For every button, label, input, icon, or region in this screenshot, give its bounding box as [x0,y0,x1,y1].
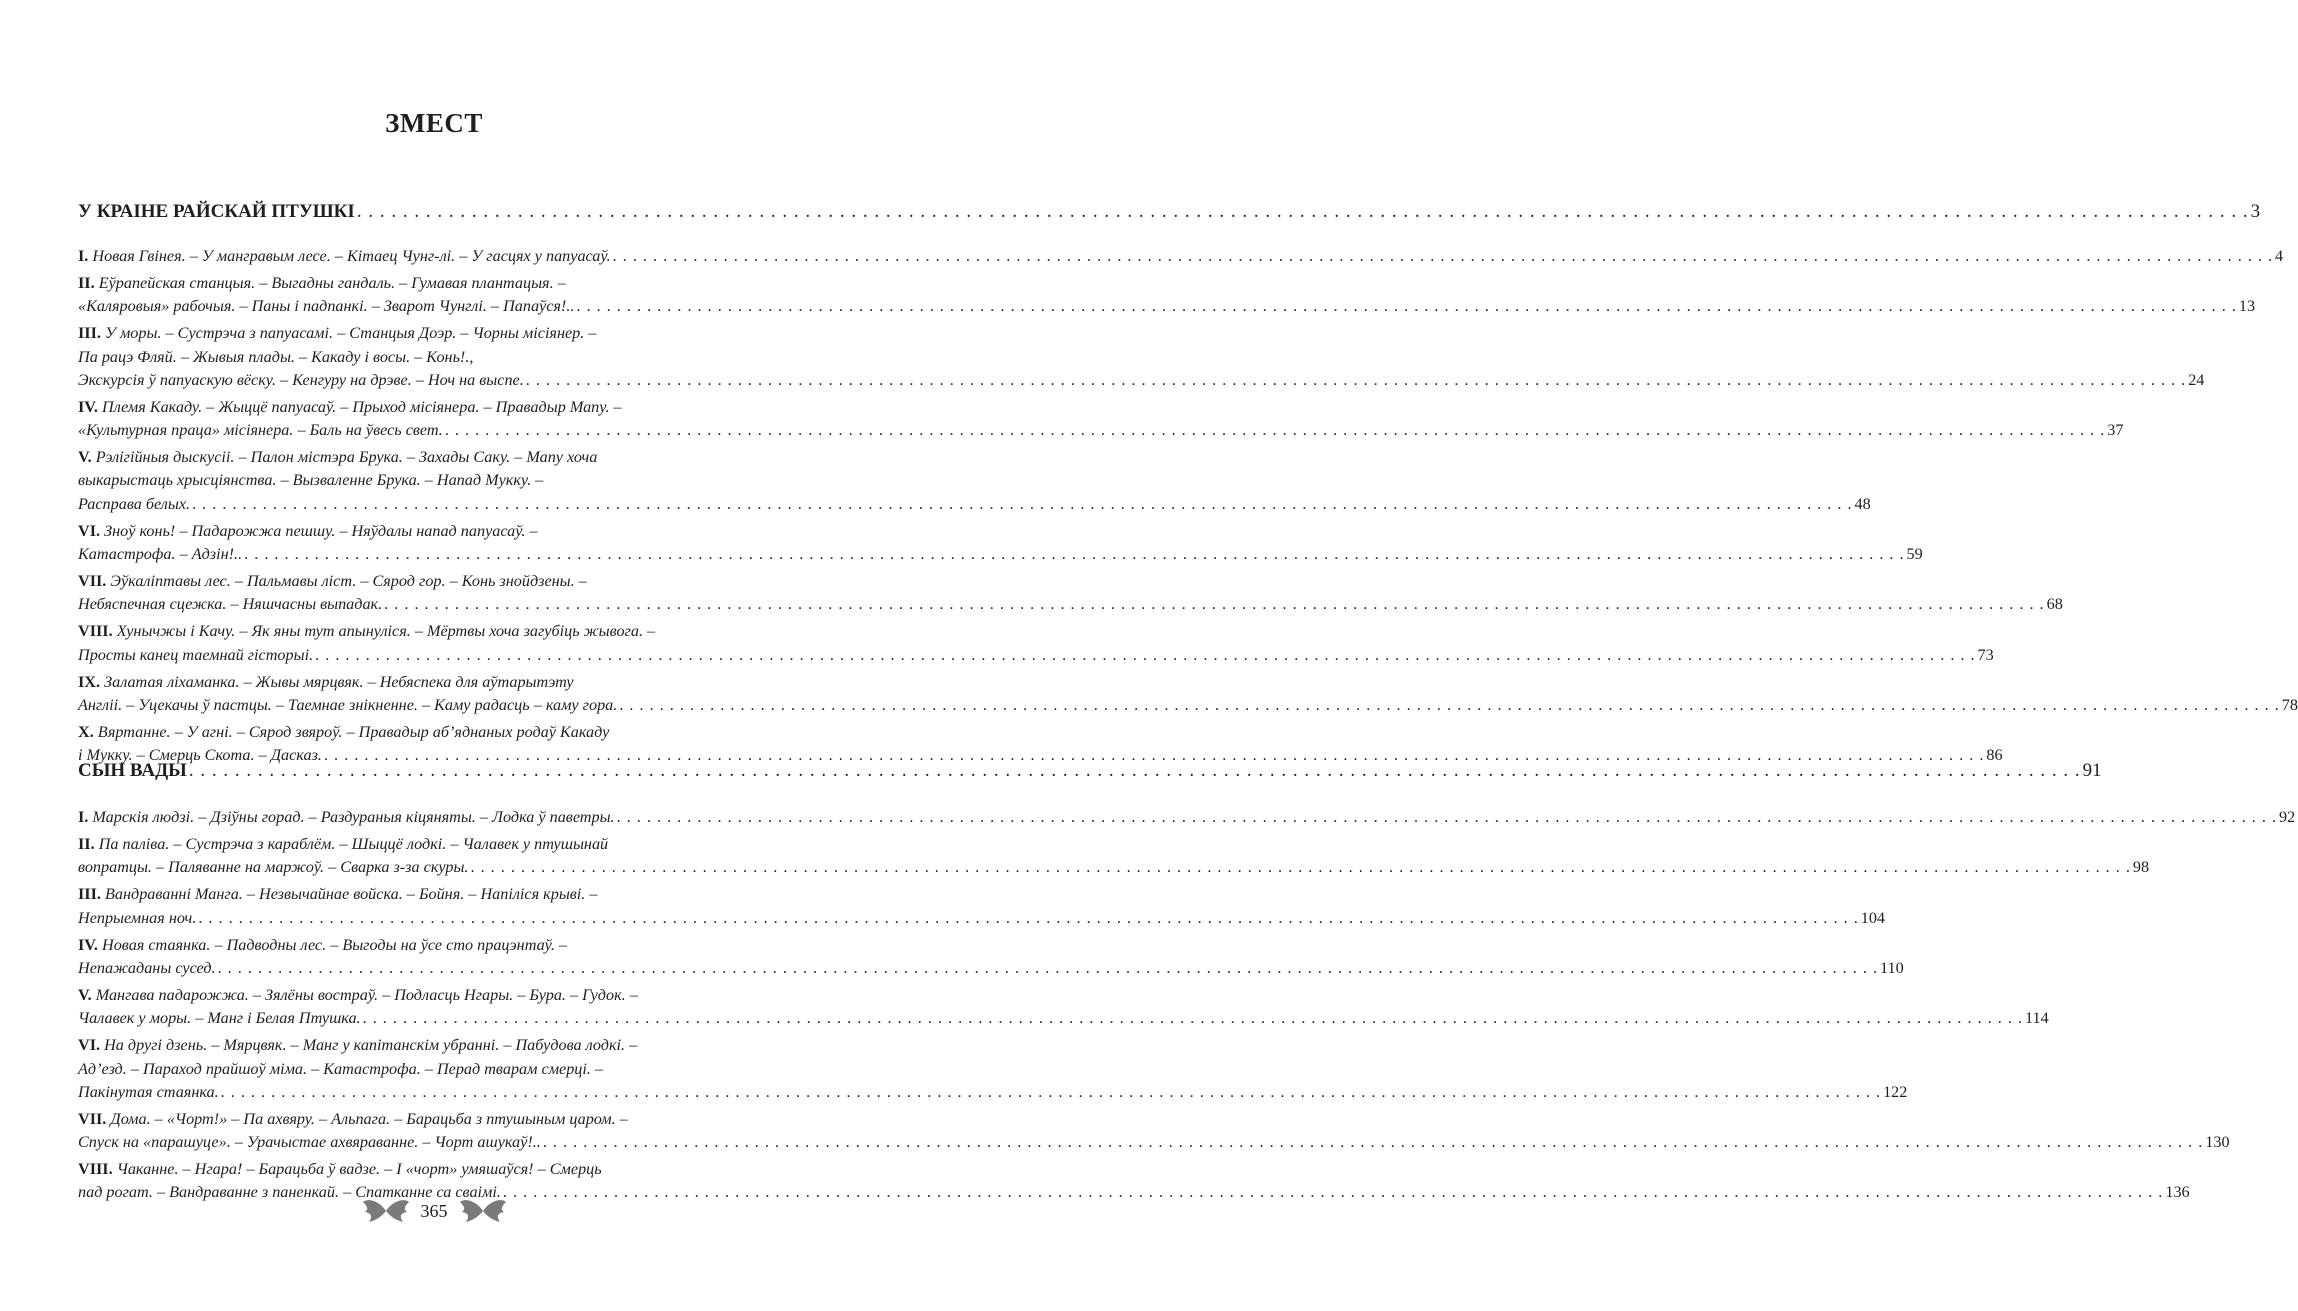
chapter-line [78,245,2284,268]
section-title: У КРАІНЕ РАЙСКАЙ ПТУШКІ [78,201,355,222]
chapter-page-number: 136 [2165,1183,2190,1202]
chapter-page-number: 78 [2281,695,2298,714]
chapter-text: Па рацэ Фляй. – Жывыя плады. – Какаду і восы. – Конь!., [78,347,474,366]
chapter-line [78,1081,1908,1104]
chapter-text: Расправа белых. [78,494,191,513]
chapter-line [78,593,2063,616]
chapter-line [78,671,771,694]
chapter-line [78,272,771,295]
chapter-text: Дома. – «Чорт!» – Па ахвяру. – Альпага. – Барацьба з птушыным царом. – [110,1109,628,1128]
chapter-page-number: 68 [2046,595,2063,614]
chapter-text: Катастрофа. – Адзін!.. [78,544,243,563]
dot-leader [613,245,2273,268]
chapter-line [78,469,771,492]
dot-leader [617,806,2277,829]
moth-ornament-icon [361,1198,411,1224]
chapter-number: V. [78,986,92,1004]
chapter-number: IX. [78,672,101,691]
chapter-text: «Каляровыя» рабочыя. – Паны і падпанкі. – Зварот Чунглі. – Папаўся!.. [78,297,575,316]
chapter-text: пад рогат. – Вандраванне з паненкай. – Спатканне са сваімі. [78,1183,501,1202]
chapter-line [78,721,771,744]
chapter-number: VI. [78,521,101,540]
chapter-line [78,419,2124,442]
chapter-text: «Культурная праца» місіянера. – Баль на ўвесь свет. [78,421,443,440]
chapter-line [78,1007,2049,1030]
chapter-text: Непрыемная ноч. [78,908,197,927]
chapter-line [78,1131,2230,1154]
dot-leader [189,759,2081,782]
chapter-text: На другі дзень. – Мярцвяк. – Манг у капітанскім убранні. – Пабудова лодкі. – [104,1036,638,1055]
chapter-number: I. [78,808,89,826]
chapter-page-number: 13 [2238,297,2256,316]
chapter-line [78,883,771,906]
chapter-number: I. [78,247,89,265]
chapter-line [78,907,1886,930]
chapter-page-number: 110 [1880,958,1904,977]
chapter-text: Англіі. – Уцекачы ў пастцы. – Таемнае знікненне. – Каму радасць – каму гора. [78,695,618,714]
chapter-number: II. [78,274,95,293]
chapter-line [78,570,771,593]
chapter-page-number: 59 [1906,544,1923,563]
chapter-page-number: 4 [2275,247,2284,265]
chapter-page-number: 98 [2132,858,2150,877]
chapter-number: III. [78,885,101,904]
chapter-line [78,1058,771,1081]
page-title: ЗМЕСТ [385,108,483,138]
chapter-line [78,520,771,543]
moth-ornament-icon [458,1198,508,1224]
chapter-line [78,1034,771,1057]
chapter-number: IV. [78,935,98,954]
chapter-text: Просты канец таемнай гісторыі. [78,645,314,664]
chapter-page-number: 114 [2025,1009,2049,1028]
dot-leader [357,200,2249,223]
chapter-number: VI. [78,1036,101,1055]
chapter-number: VII. [78,1109,107,1128]
chapter-page-number: 48 [1854,494,1871,513]
dot-leader [543,1131,2203,1154]
chapter-page-number: 130 [2205,1133,2230,1151]
dot-leader [526,369,2186,392]
chapter-text: Хунычжы і Качу. – Як яны тут апынуліся. – Мёртвы хоча загубіць жывога. – [116,622,656,641]
section-page-number: 3 [2250,201,2261,222]
chapter-number: VIII. [78,1160,113,1179]
chapter-text: Па паліва. – Сустрэча з караблём. – Шыццё лодкі. – Чалавек у птушынай [98,835,609,854]
page-footer [0,1198,868,1224]
chapter-text: Чаканне. – Нгара! – Барацьба ў вадзе. – І «чорт» умяшаўся! – Смерць [116,1160,602,1179]
chapter-number: X. [78,722,94,741]
chapter-number: IV. [78,397,98,416]
dot-leader [576,295,2236,318]
chapter-text: Мангава падарожжа. – Зялёны востраў. – Подласць Нгары. – Бура. – Гудок. – [95,986,638,1004]
chapter-line [78,369,2205,392]
chapter-line [78,806,2296,829]
chapter-text: Еўрапейская станцыя. – Выгадны гандаль. – Гумавая плантацыя. – [98,274,566,293]
chapter-text: Новая Гвінея. – У мангравым лесе. – Кітаец Чунг-лі. – У гасцях у папуасаў. [92,247,611,265]
dot-leader [315,644,1975,667]
dot-leader [384,593,2044,616]
chapter-number: V. [78,448,92,467]
chapter-line [78,346,771,369]
chapter-line [78,295,2256,318]
chapter-line [78,833,771,856]
chapter-text: вопратцы. – Паляванне на маржоў. – Сварка з-за скуры. [78,858,469,877]
chapter-text: выкарыстаць хрысціянства. – Вызваленне Брука. – Напад Мукку. – [78,471,544,490]
dot-leader [221,1081,1881,1104]
chapter-text: Чалавек у моры. – Манг і Белая Птушка. [78,1009,361,1028]
chapter-text: Рэлігійныя дыскусіі. – Палон містэра Брука. – Захады Саку. – Мапу хоча [95,448,598,467]
chapter-text: Непажаданы сусед. [78,958,216,977]
chapter-text: Вяртанне. – У агні. – Сярод звяроў. – Правадыр аб’яднаных родаў Какаду [97,722,610,741]
dot-leader [244,543,1904,566]
chapter-text: Зноў конь! – Падарожжа пешшу. – Няўдалы напад папуасаў. – [104,521,538,540]
section-page-number: 91 [2082,760,2102,781]
section-heading [78,759,2102,782]
chapter-text: Марскія людзі. – Дзіўны горад. – Раздураныя кіцяняты. – Лодка ў паветры. [92,808,615,826]
chapter-text: Эўкаліптавы лес. – Пальмавы ліст. – Сярод гор. – Конь знойдзены. – [110,572,587,590]
page-number: 365 [420,1200,448,1221]
chapter-number: II. [78,835,95,854]
chapter-line [78,984,771,1007]
section-title: СЫН ВАДЫ [78,760,187,781]
chapter-text: Вандраванні Манга. – Незвычайнае войска. – Бойня. – Напіліся крыві. – [105,885,598,904]
chapter-line [78,856,2150,879]
chapter-page-number: 104 [1860,908,1886,927]
dot-leader [619,694,2279,717]
chapter-page-number: 86 [1986,746,2003,765]
chapter-line [78,1158,771,1181]
chapter-line [78,694,2298,717]
chapter-page-number: 122 [1883,1082,1908,1101]
chapter-number: VII. [78,572,107,590]
chapter-number: III. [78,324,101,343]
chapter-text: Залатая ліхаманка. – Жывы мярцвяк. – Небяспека для аўтарытэту [104,672,574,691]
chapter-text: Новая стаянка. – Падводны лес. – Выгоды на ўсе сто працэнтаў. – [102,935,568,954]
chapter-text: і Мукку. – Смерць Скота. – Дасказ. [78,746,322,765]
chapter-line [78,644,1994,667]
dot-leader [445,419,2105,442]
dot-leader [363,1007,2023,1030]
chapter-line [78,493,1871,516]
chapter-number: VIII. [78,622,113,641]
chapter-line [78,620,771,643]
chapter-line [78,543,1923,566]
chapter-text: Ад’езд. – Параход прайшоў міма. – Катастрофа. – Перад тварам смерці. – [78,1059,604,1078]
dot-leader [218,957,1878,980]
chapter-line [78,934,771,957]
chapter-page-number: 37 [2107,421,2124,440]
chapter-text: Небяспечная сцежка. – Няшчасны выпадак. [78,595,383,614]
section-heading [78,200,2261,223]
chapter-line [78,446,771,469]
chapter-text: Спуск на «парашуце». – Урачыстае ахвяраванне. – Чорт ашукаў!.. [78,1133,541,1151]
dot-leader [192,493,1852,516]
chapter-page-number: 92 [2279,808,2296,826]
dot-leader [470,856,2130,879]
chapter-text: Экскурсія ў папуаскую вёску. – Кенгуру на дрэве. – Ноч на выспе. [78,370,524,389]
chapter-line [78,322,771,345]
chapter-text: Пакінутая стаянка. [78,1082,219,1101]
chapter-page-number: 73 [1977,645,1994,664]
chapter-line [78,396,771,419]
chapter-page-number: 24 [2188,370,2205,389]
chapter-line [78,957,1904,980]
dot-leader [198,907,1858,930]
chapter-line [78,1108,771,1131]
chapter-text: Племя Какаду. – Жыццё папуасаў. – Прыход місіянера. – Правадыр Мапу. – [102,397,622,416]
chapter-text: У моры. – Сустрэча з папуасамі. – Станцыя Доэр. – Чорны місіянер. – [105,324,597,343]
